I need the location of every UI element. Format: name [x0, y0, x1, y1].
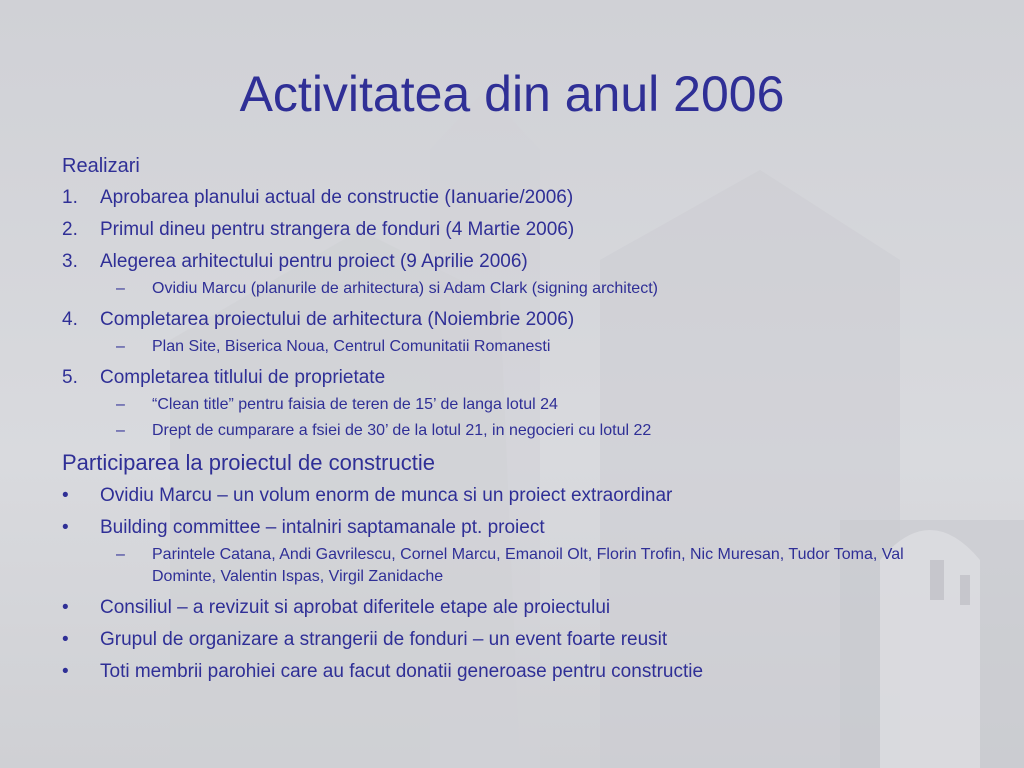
list-marker: 3. — [62, 251, 78, 272]
list-item — [62, 308, 962, 332]
bullet-item — [62, 484, 962, 508]
list-item — [62, 218, 962, 242]
sub-list-item-text: Parintele Catana, Andi Gavrilescu, Cornel Marcu, Emanoil Olt, Florin Trofin, Nic Muresan, Tudor Toma, Val Dominte, Valentin Ispas, Virgil Zanidache — [152, 546, 904, 585]
sub-list-item-text: Plan Site, Biserica Noua, Centrul Comunitatii Romanesti — [152, 338, 551, 355]
bullet-item-text: Toti membrii parohiei care au facut donatii generoase pentru constructie — [100, 661, 704, 682]
list-item-text: Completarea proiectului de arhitectura (Noiembrie 2006) — [100, 309, 575, 330]
list-item — [62, 186, 962, 210]
dash-marker: – — [116, 422, 125, 439]
sub-list-item — [62, 544, 962, 588]
section-heading-realizari: Realizari — [62, 155, 140, 177]
list-item-text: Completarea titlului de proprietate — [100, 367, 386, 388]
list-item-text: Alegerea arhitectului pentru proiect (9 Aprilie 2006) — [100, 251, 528, 272]
sub-list-item — [62, 278, 962, 300]
sub-list-item — [62, 336, 962, 358]
bullet-item-text: Building committee – intalniri saptamanale pt. proiect — [100, 517, 545, 538]
bullet-marker: • — [62, 597, 69, 618]
list-item — [62, 250, 962, 274]
bullet-marker: • — [62, 517, 69, 538]
sub-list-item-text: Drept de cumparare a fsiei de 30’ de la lotul 21, in negocieri cu lotul 22 — [152, 422, 652, 439]
list-marker: 2. — [62, 219, 78, 240]
bullet-item — [62, 628, 962, 652]
bullet-item-text: Ovidiu Marcu – un volum enorm de munca si un proiect extraordinar — [100, 485, 673, 506]
list-item-text: Aprobarea planului actual de constructie (Ianuarie/2006) — [100, 187, 574, 208]
sub-list-item — [62, 394, 962, 416]
dash-marker: – — [116, 280, 125, 297]
list-marker: 4. — [62, 309, 78, 330]
list-item — [62, 366, 962, 390]
bullet-item-text: Grupul de organizare a strangerii de fonduri – un event foarte reusit — [100, 629, 668, 650]
sub-list-item-text: Ovidiu Marcu (planurile de arhitectura) si Adam Clark (signing architect) — [152, 280, 658, 297]
bullet-marker: • — [62, 629, 69, 650]
list-item-text: Primul dineu pentru strangera de fonduri (4 Martie 2006) — [100, 219, 575, 240]
section-heading-participarea: Participarea la proiectul de constructie — [62, 450, 435, 475]
dash-marker: – — [116, 396, 125, 413]
bullet-item — [62, 596, 962, 620]
dash-marker: – — [116, 338, 125, 355]
bullet-marker: • — [62, 661, 69, 682]
bullet-item — [62, 660, 962, 684]
dash-marker: – — [116, 546, 125, 563]
list-marker: 1. — [62, 187, 78, 208]
sub-list-item-text: “Clean title” pentru faisia de teren de 15’ de langa lotul 24 — [152, 396, 558, 413]
bullet-item-text: Consiliul – a revizuit si aprobat diferitele etape ale proiectului — [100, 597, 611, 618]
slide-title: Activitatea din anul 2006 — [239, 66, 785, 122]
sub-list-item — [62, 420, 962, 442]
bullet-marker: • — [62, 485, 69, 506]
slide-content — [62, 146, 962, 684]
bullet-item — [62, 516, 962, 540]
list-marker: 5. — [62, 367, 78, 388]
